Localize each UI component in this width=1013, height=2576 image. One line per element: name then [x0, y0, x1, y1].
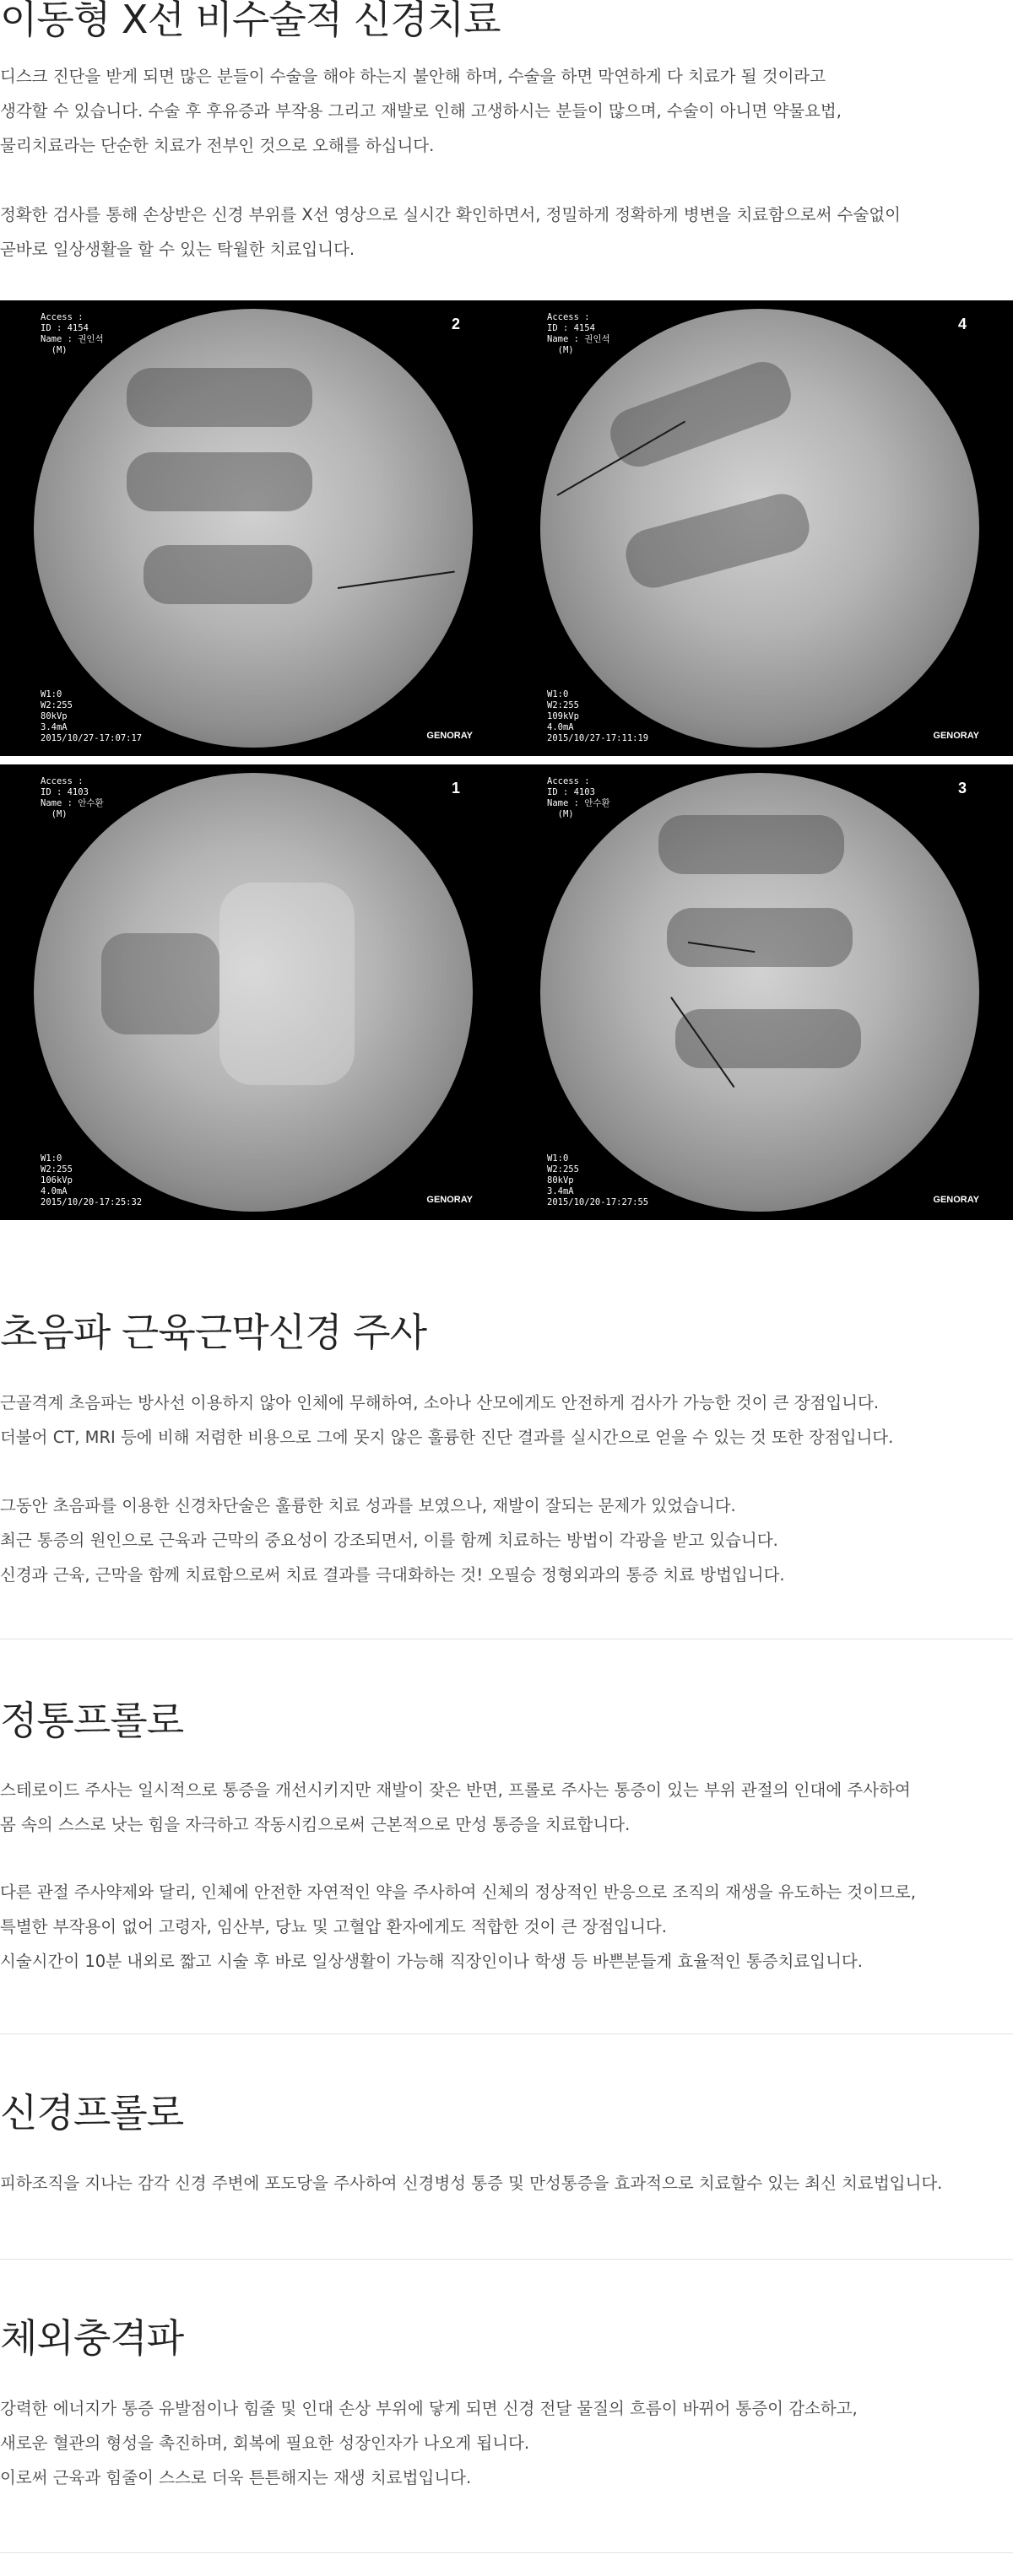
paragraph-line: 시술시간이 10분 내외로 짧고 시술 후 바로 일상생활이 가능해 직장인이나 학생 등 바쁜분들게 효율적인 통증치료입니다.	[0, 1952, 863, 1971]
section-xray-nerve-treatment	[0, 0, 1013, 259]
paragraph-line: 물리치료라는 단순한 치료가 전부인 것으로 오해를 하십니다.	[0, 136, 435, 155]
paragraph-line: 디스크 진단을 받게 되면 많은 분들이 수술을 해야 하는지 불안해 하며, 수술을 하면 막연하게 다 치료가 될 것이라고	[0, 67, 826, 86]
vertebra-shape	[127, 452, 312, 511]
section-ultrasound-injection	[0, 1310, 1013, 1585]
paragraph-line: 그동안 초음파를 이용한 신경차단술은 훌륭한 치료 성과를 보였으나, 재발이 잘되는 문제가 있었습니다.	[0, 1496, 736, 1515]
paragraph-line: 몸 속의 스스로 낫는 힘을 자극하고 작동시킴으로써 근본적으로 만성 통증을 치료합니다.	[0, 1815, 631, 1834]
section-prolotherapy	[0, 1698, 1013, 1971]
vertebra-shape	[127, 368, 312, 427]
xray-image-grid	[0, 300, 1013, 1220]
paragraph-line: 피하조직을 지나는 감각 신경 주변에 포도당을 주사하여 신경병성 통증 및 만성통증을 효과적으로 치료할수 있는 최신 치료법입니다.	[0, 2174, 943, 2193]
paragraph-line: 특별한 부작용이 없어 고령자, 임산부, 당뇨 및 고혈압 환자에게도 적합한 것이 큰 장점입니다.	[0, 1917, 667, 1936]
xray-number: 1	[451, 780, 460, 797]
section-divider	[0, 2552, 1013, 2553]
section-title: 신경프롤로	[0, 2090, 184, 2136]
paragraph-line: 생각할 수 있습니다. 수술 후 후유증과 부작용 그리고 재발로 인해 고생하시는 분들이 많으며, 수술이 아니면 약물요법,	[0, 101, 842, 121]
vertebra-shape	[144, 545, 312, 604]
xray-brand-logo: GENORAY	[933, 1195, 979, 1205]
xray-footer-info: W1:0 W2:255 109kVp 4.0mA 2015/10/27-17:11:19	[547, 689, 649, 743]
xray-header-info: Access : ID : 4103 Name : 안수환 (M)	[547, 776, 610, 819]
vertebra-shape	[667, 908, 853, 967]
section-divider	[0, 2033, 1013, 2034]
paragraph-line: 새로운 혈관의 형성을 촉진하며, 회복에 필요한 성장인자가 나오게 됩니다.	[0, 2433, 530, 2453]
xray-footer-info: W1:0 W2:255 80kVp 3.4mA 2015/10/27-17:07:17	[41, 689, 143, 743]
section-title: 이동형 X선 비수술적 신경치료	[0, 0, 501, 42]
section-title: 초음파 근육근막신경 주사	[0, 1310, 427, 1355]
xray-footer-info: W1:0 W2:255 80kVp 3.4mA 2015/10/20-17:27:55	[547, 1153, 649, 1207]
xray-image	[0, 764, 506, 1220]
paragraph-line: 정확한 검사를 통해 손상받은 신경 부위를 X선 영상으로 실시간 확인하면서, 정밀하게 정확하게 병변을 치료함으로써 수술없이	[0, 205, 902, 224]
xray-image	[506, 300, 1013, 756]
xray-brand-logo: GENORAY	[426, 1195, 473, 1205]
paragraph-line: 신경과 근육, 근막을 함께 치료함으로써 치료 결과를 극대화하는 것! 오필승 정형외과의 통증 치료 방법입니다.	[0, 1565, 785, 1585]
xray-brand-logo: GENORAY	[933, 731, 979, 741]
vertebra-shape	[675, 1009, 861, 1068]
xray-number: 4	[957, 316, 967, 332]
paragraph-line: 이로써 근육과 힘줄이 스스로 더욱 튼튼해지는 재생 치료법입니다.	[0, 2468, 472, 2487]
section-nerve-prolotherapy	[0, 2090, 1013, 2193]
xray-brand-logo: GENORAY	[426, 731, 473, 741]
paragraph-line: 곧바로 일상생활을 할 수 있는 탁월한 치료입니다.	[0, 240, 355, 259]
section-divider	[0, 2259, 1013, 2260]
section-title: 정통프롤로	[0, 1698, 184, 1743]
xray-image	[0, 300, 506, 756]
vertebra-shape	[101, 933, 219, 1034]
xray-header-info: Access : ID : 4103 Name : 안수환 (M)	[41, 776, 104, 819]
xray-image	[506, 764, 1013, 1220]
xray-footer-info: W1:0 W2:255 106kVp 4.0mA 2015/10/20-17:25:32	[41, 1153, 143, 1207]
vertebra-shape	[219, 883, 355, 1085]
section-shockwave	[0, 2315, 1013, 2487]
section-title: 체외충격파	[0, 2315, 184, 2361]
paragraph-line: 스테로이드 주사는 일시적으로 통증을 개선시키지만 재발이 잦은 반면, 프롤로 주사는 통증이 있는 부위 관절의 인대에 주사하여	[0, 1780, 911, 1800]
paragraph-line: 더불어 CT, MRI 등에 비해 저렴한 비용으로 그에 못지 않은 훌륭한 진단 결과를 실시간으로 얻을 수 있는 것 또한 장점입니다.	[0, 1428, 894, 1447]
xray-header-info: Access : ID : 4154 Name : 권인석 (M)	[41, 312, 104, 355]
paragraph-line: 다른 관절 주사약제와 달리, 인체에 안전한 자연적인 약을 주사하여 신체의 정상적인 반응으로 조직의 재생을 유도하는 것이므로,	[0, 1882, 916, 1902]
xray-number: 2	[451, 316, 460, 332]
paragraph-line: 근골격계 초음파는 방사선 이용하지 않아 인체에 무해하여, 소아나 산모에게도 안전하게 검사가 가능한 것이 큰 장점입니다.	[0, 1393, 880, 1412]
paragraph-line: 최근 통증의 원인으로 근육과 근막의 중요성이 강조되면서, 이를 함께 치료하는 방법이 각광을 받고 있습니다.	[0, 1531, 778, 1550]
vertebra-shape	[658, 815, 844, 874]
paragraph-line: 강력한 에너지가 통증 유발점이나 힘줄 및 인대 손상 부위에 닿게 되면 신경 전달 물질의 흐름이 바뀌어 통증이 감소하고,	[0, 2399, 858, 2418]
xray-header-info: Access : ID : 4154 Name : 권인석 (M)	[547, 312, 610, 355]
xray-number: 3	[957, 780, 967, 797]
